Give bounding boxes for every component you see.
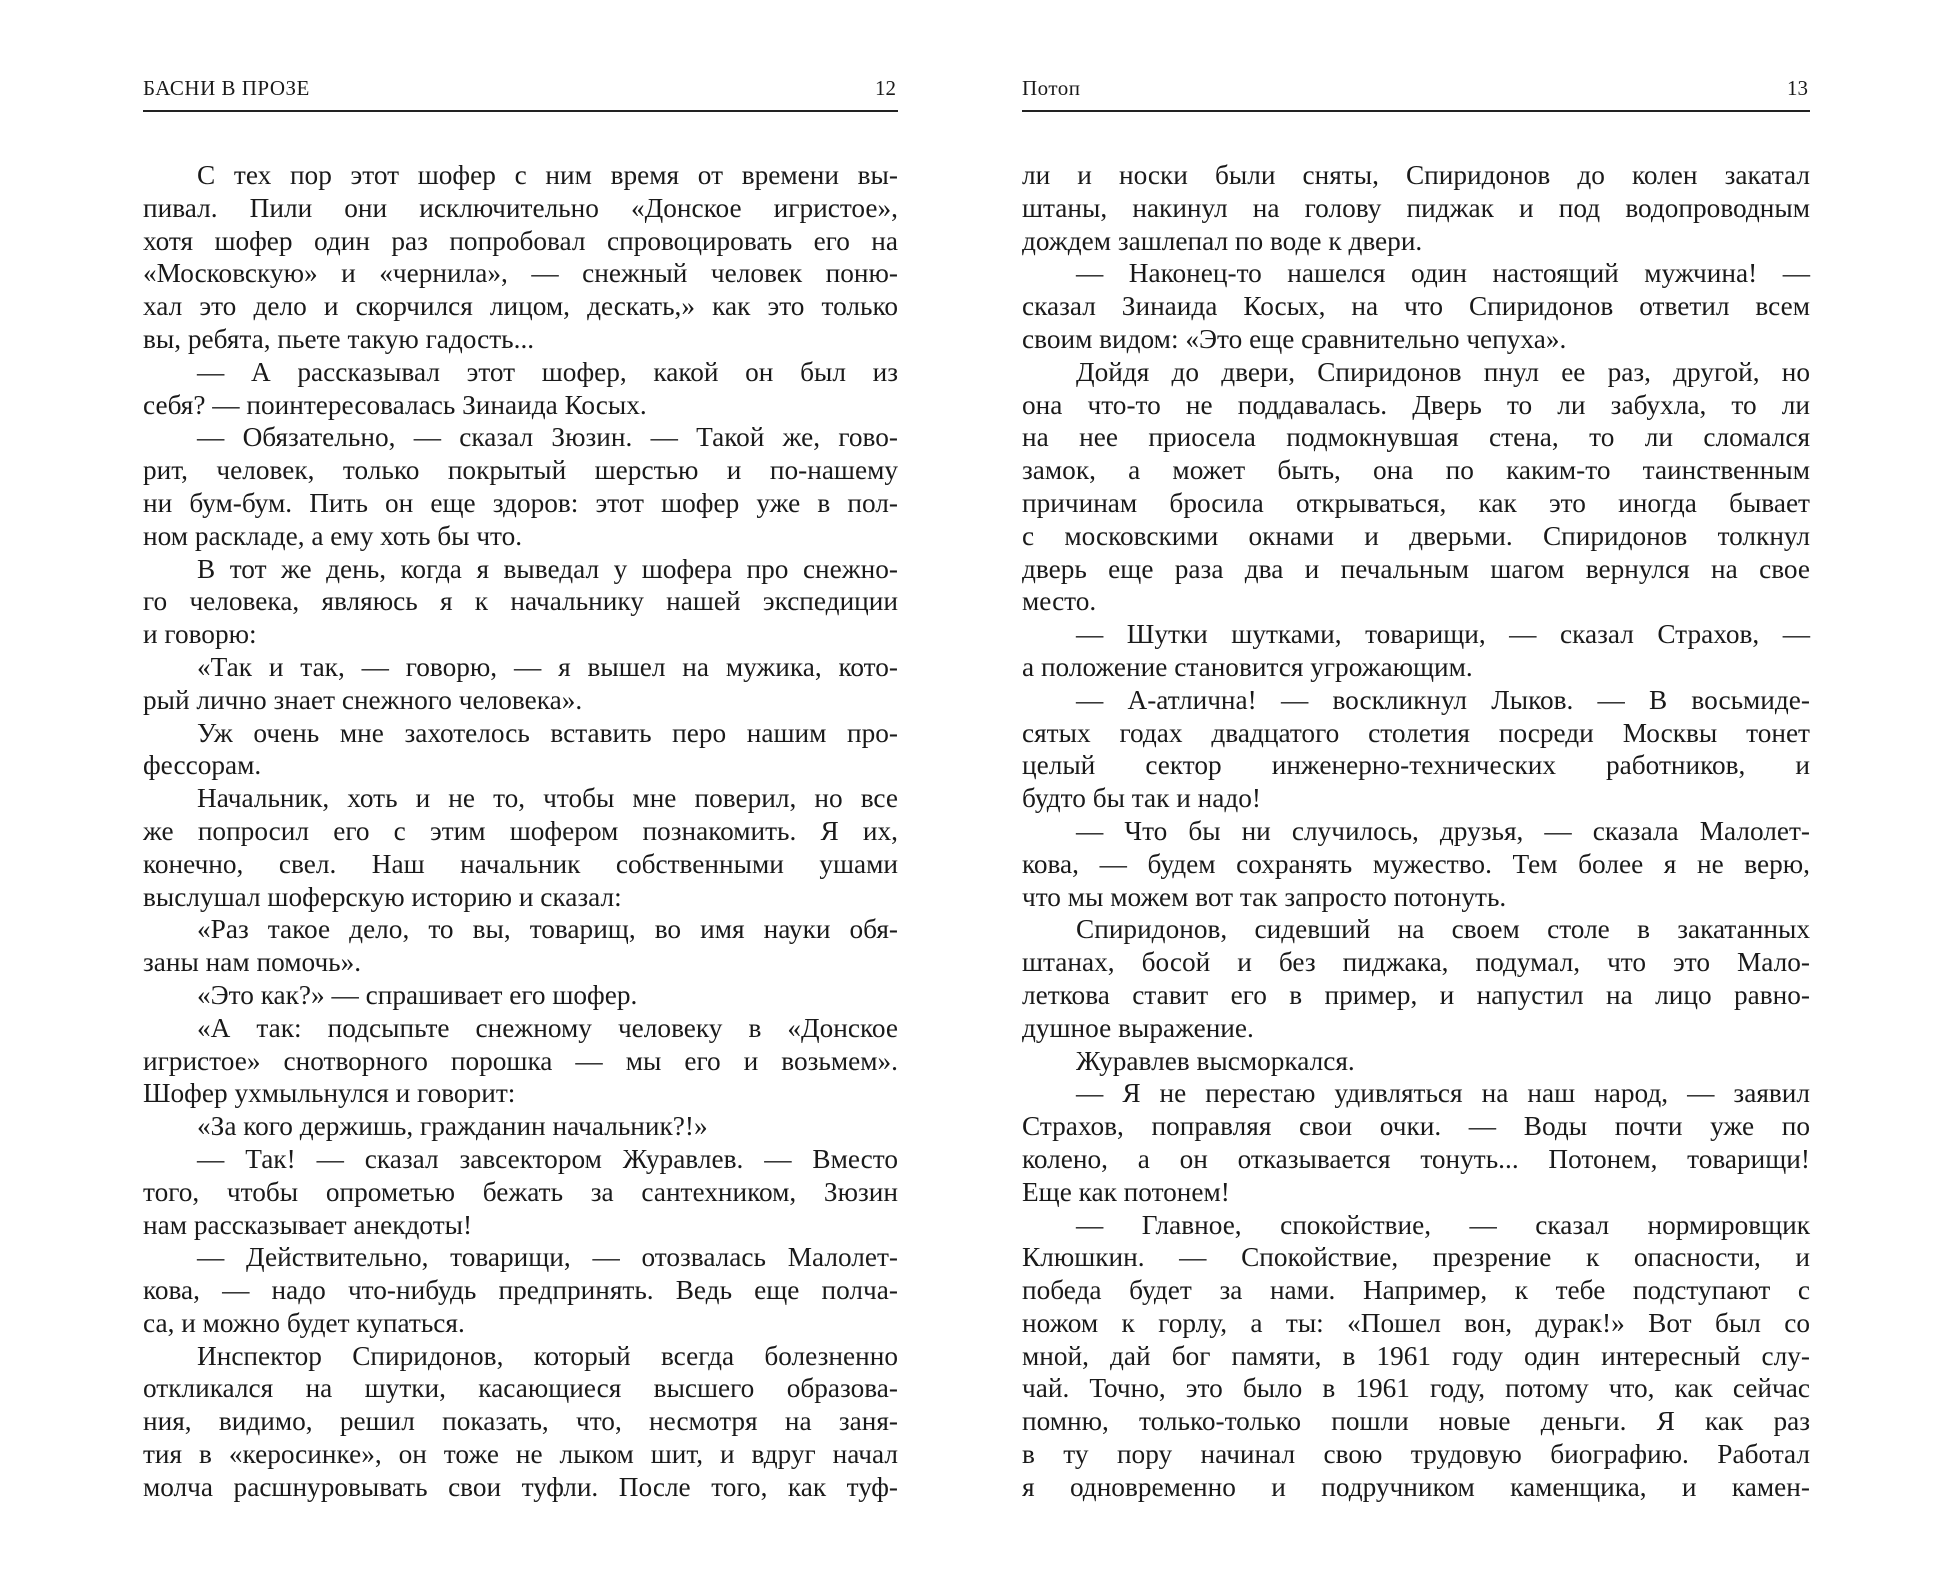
text-line: — Я не перестаю удивляться на наш народ, — заявил [1076,1078,1810,1109]
text-line: Клюшкин. — Спокойствие, презрение к опасности, и [1022,1242,1810,1273]
text-line: В тот же день, когда я выведал у шофера про снежно- [197,553,898,584]
left-page-body [143,159,898,1504]
left-page [143,0,898,1582]
text-line: са, и можно будет купаться. [143,1307,465,1338]
text-line: я одновременно и подручником каменщика, и камен- [1022,1471,1810,1502]
text-line: тия в «керосинке», он тоже не лыком шит, и вдруг начал [143,1439,898,1470]
text-line: ли и носки были сняты, Спиридонов до колен закатал [1022,160,1810,190]
text-line: — А-атлична! — воскликнул Лыков. — В восьмиде- [1076,684,1810,715]
text-line: хал это дело и скорчился лицом, дескать,» как это только [143,291,898,322]
text-line: душное выражение. [1022,1012,1254,1043]
text-line: Журавлев высморкался. [1076,1045,1355,1076]
text-line: кова, — будем сохранять мужество. Тем более я не верю, [1022,848,1810,879]
text-line: ния, видимо, решил показать, что, несмотря на заня- [143,1406,898,1437]
right-running-head [1022,76,1810,112]
text-line: С тех пор этот шофер с ним время от времени вы- [197,160,898,190]
text-line: нам рассказывает анекдоты! [143,1209,473,1240]
text-line: а положение становится угрожающим. [1022,651,1473,682]
text-line: Уж очень мне захотелось вставить перо нашим про- [197,717,898,748]
text-line: дождем зашлепал по воде к двери. [1022,225,1423,256]
text-line: замок, а может быть, она по каким-то таинственным [1022,455,1810,486]
text-line: Шофер ухмыльнулся и говорит: [143,1078,516,1109]
text-line: Начальник, хоть и не то, чтобы мне поверил, но все [197,783,898,814]
text-line: молча расшнуровывать свои туфли. После того, как туф- [143,1471,898,1502]
text-line: ножом к горлу, а ты: «Пошел вон, дурак!» Вот был со [1022,1307,1810,1338]
text-line: мной, дай бог памяти, в 1961 году один интересный слу- [1022,1340,1810,1371]
text-line: Инспектор Спиридонов, который всегда болезненно [197,1340,898,1371]
text-line: «Московскую» и «чернила», — снежный человек поню- [143,258,898,289]
text-line: ни бум-бум. Пить он еще здоров: этот шофер уже в пол- [143,487,898,518]
text-line: себя? — поинтересовалась Зинаида Косых. [143,389,647,420]
right-page-number: 13 [1787,76,1808,100]
text-line: «Раз такое дело, то вы, товарищ, во имя науки обя- [197,914,898,945]
text-line: с московскими окнами и дверьми. Спиридонов толкнул [1022,520,1810,551]
text-line: своим видом: «Это еще сравнительно чепуха». [1022,323,1567,354]
text-line: штаны, накинул на голову пиджак и под водопроводным [1022,192,1810,223]
text-line: конечно, свел. Наш начальник собственными ушами [143,848,898,879]
text-line: игристое» снотворного порошка — мы его и возьмем». [143,1045,898,1076]
text-line: кова, — надо что-нибудь предпринять. Ведь еще полча- [143,1275,898,1306]
text-line: Спиридонов, сидевший на своем столе в закатанных [1076,914,1810,945]
text-line: — Наконец-то нашелся один настоящий мужчина! — [1076,258,1810,289]
left-running-head [143,76,898,112]
text-line: же попросил его с этим шофером познакомить. Я их, [143,815,898,846]
text-line: она что-то не поддавалась. Дверь то ли забухла, то ли [1022,389,1810,420]
text-line: вы, ребята, пьете такую гадость... [143,323,535,354]
text-line: Дойдя до двери, Спиридонов пнул ее раз, другой, но [1076,356,1810,387]
text-line: пивал. Пили они исключительно «Донское игристое», [143,192,898,223]
text-line: дверь еще раза два и печальным шагом вернулся на свое [1022,553,1810,584]
left-page-number: 12 [875,76,896,100]
text-line: выслушал шоферскую историю и сказал: [143,881,622,912]
text-line: — Что бы ни случилось, друзья, — сказала Малолет- [1076,815,1810,846]
text-line: «Так и так, — говорю, — я вышел на мужика, кото- [197,651,898,682]
text-line: и говорю: [143,619,257,650]
text-line: победа будет за нами. Например, к тебе подступают с [1022,1275,1810,1306]
text-line: — Так! — сказал завсектором Журавлев. — Вместо [197,1143,898,1174]
text-line: будто бы так и надо! [1022,783,1262,814]
right-page [1022,0,1810,1582]
text-line: того, чтобы опрометью бежать за сантехником, Зюзин [143,1176,898,1207]
text-line: «Это как?» — спрашивает его шофер. [197,979,638,1010]
text-line: причинам бросила открываться, как это иногда бывает [1022,487,1810,518]
text-line: «За кого держишь, гражданин начальник?!» [197,1111,708,1142]
text-line: помню, только-только пошли новые деньги. Я как раз [1022,1406,1810,1437]
text-line: рый лично знает снежного человека». [143,684,583,715]
text-line: место. [1022,586,1097,617]
text-line: в ту пору начинал свою трудовую биографию. Работал [1022,1439,1810,1470]
text-line: сказал Зинаида Косых, на что Спиридонов ответил всем [1022,291,1810,322]
text-line: ном раскладе, а ему хоть бы что. [143,520,523,551]
text-line: — Обязательно, — сказал Зюзин. — Такой же, гово- [197,422,898,453]
left-running-title: БАСНИ В ПРОЗЕ [143,76,310,100]
text-line: леткова ставит его в пример, и напустил на лицо равно- [1022,979,1810,1010]
text-line: штанах, босой и без пиджака, подумал, что это Мало- [1022,947,1810,978]
text-line: откликался на шутки, касающиеся высшего образова- [143,1373,898,1404]
text-line: сятых годах двадцатого столетия посреди Москвы тонет [1022,717,1810,748]
text-line: — Шутки шутками, товарищи, — сказал Страхов, — [1076,619,1810,650]
text-line: хотя шофер один раз попробовал спровоцировать его на [143,225,898,256]
right-page-body [1022,159,1810,1504]
text-line: чай. Точно, это было в 1961 году, потому что, как сейчас [1022,1373,1810,1404]
text-line: го человека, являюсь я к начальнику нашей экспедиции [143,586,898,617]
text-line: на нее приосела подмокнувшая стена, то ли сломался [1022,422,1810,453]
text-line: — А рассказывал этот шофер, какой он был из [197,356,898,387]
text-line: заны нам помочь». [143,947,362,978]
text-line: Страхов, поправляя свои очки. — Воды почти уже по [1022,1111,1810,1142]
text-line: Еще как потонем! [1022,1176,1230,1207]
text-line: колено, а он отказывается тонуть... Потонем, товарищи! [1022,1143,1810,1174]
right-running-title: Потоп [1022,76,1081,100]
text-line: «А так: подсыпьте снежному человеку в «Донское [197,1012,898,1043]
text-line: что мы можем вот так запросто потонуть. [1022,881,1507,912]
text-line: рит, человек, только покрытый шерстью и по-нашему [143,455,898,486]
text-line: — Главное, спокойствие, — сказал нормировщик [1076,1209,1810,1240]
text-line: фессорам. [143,750,262,781]
text-line: — Действительно, товарищи, — отозвалась Малолет- [197,1242,898,1273]
text-line: целый сектор инженерно-технических работников, и [1022,750,1810,781]
